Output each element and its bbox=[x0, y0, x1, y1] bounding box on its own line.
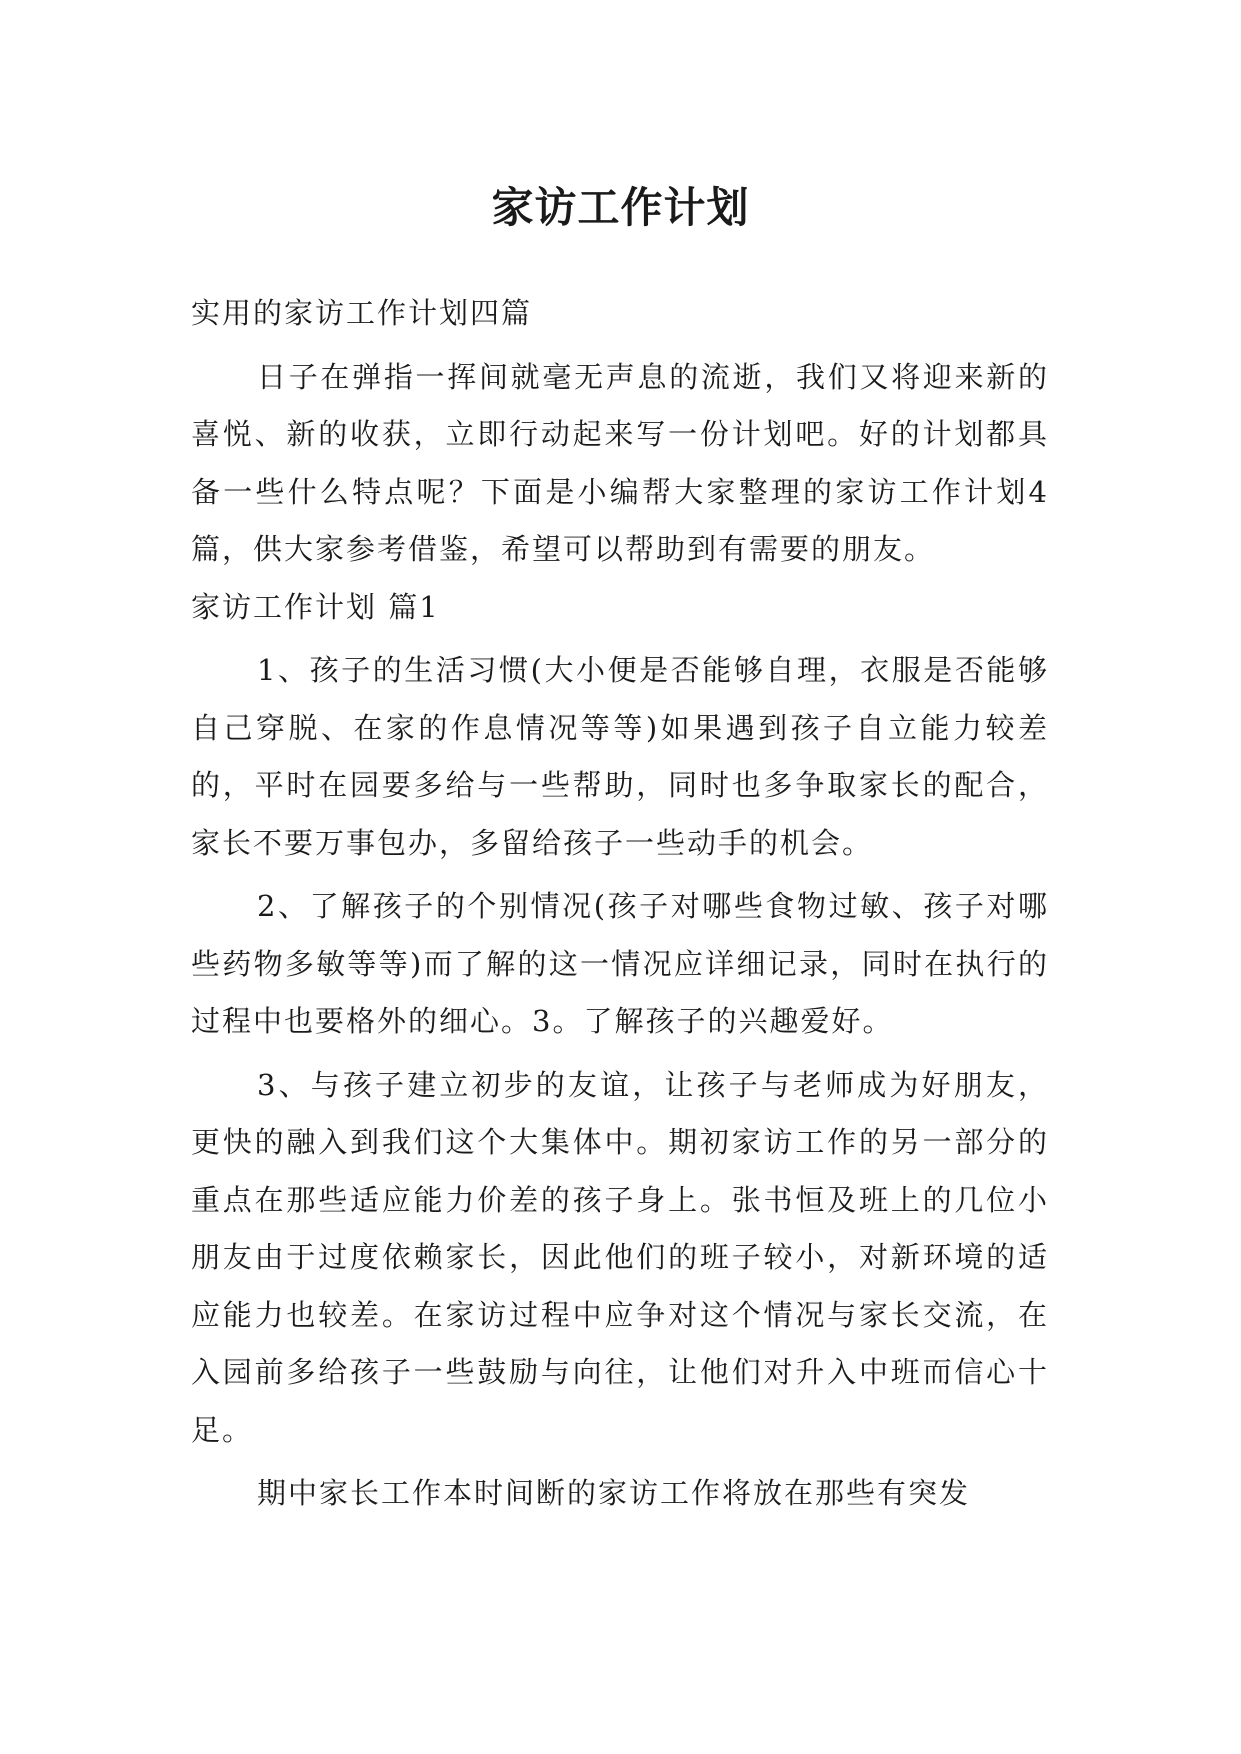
document-subtitle: 实用的家访工作计划四篇 bbox=[191, 296, 533, 330]
document-title: 家访工作计划 bbox=[491, 183, 750, 233]
body-paragraph-4: 期中家长工作本时间断的家访工作将放在那些有突发 bbox=[257, 1476, 971, 1510]
document-body bbox=[191, 285, 1049, 1523]
section-heading: 家访工作计划 篇1 bbox=[191, 589, 440, 624]
body-paragraph-1: 1、孩子的生活习惯(大小便是否能够自理，衣服是否能够自己穿脱、在家的作息情况等等)如果遇到孩子自立能力较差的，平时在园要多给与一些帮助，同时也多争取家长的配合，家长不要万事包办，多留给孩子一些动手的机会。 bbox=[191, 653, 1049, 860]
body-paragraph-2: 2、了解孩子的个别情况(孩子对哪些食物过敏、孩子对哪些药物多敏等等)而了解的这一情况应详细记录，同时在执行的过程中也要格外的细心。3。了解孩子的兴趣爱好。 bbox=[191, 889, 1049, 1038]
intro-paragraph: 日子在弹指一挥间就毫无声息的流逝，我们又将迎来新的喜悦、新的收获，立即行动起来写一份计划吧。好的计划都具备一些什么特点呢？下面是小编帮大家整理的家访工作计划4篇，供大家参考借鉴，希望可以帮助到有需要的朋友。 bbox=[191, 359, 1049, 566]
body-paragraph-3: 3、与孩子建立初步的友谊，让孩子与老师成为好朋友，更快的融入到我们这个大集体中。期初家访工作的另一部分的重点在那些适应能力价差的孩子身上。张书恒及班上的几位小朋友由于过度依赖家长，因此他们的班子较小，对新环境的适应能力也较差。在家访过程中应争对这个情况与家长交流，在入园前多给孩子一些鼓励与向往，让他们对升入中班而信心十足。 bbox=[191, 1067, 1049, 1447]
